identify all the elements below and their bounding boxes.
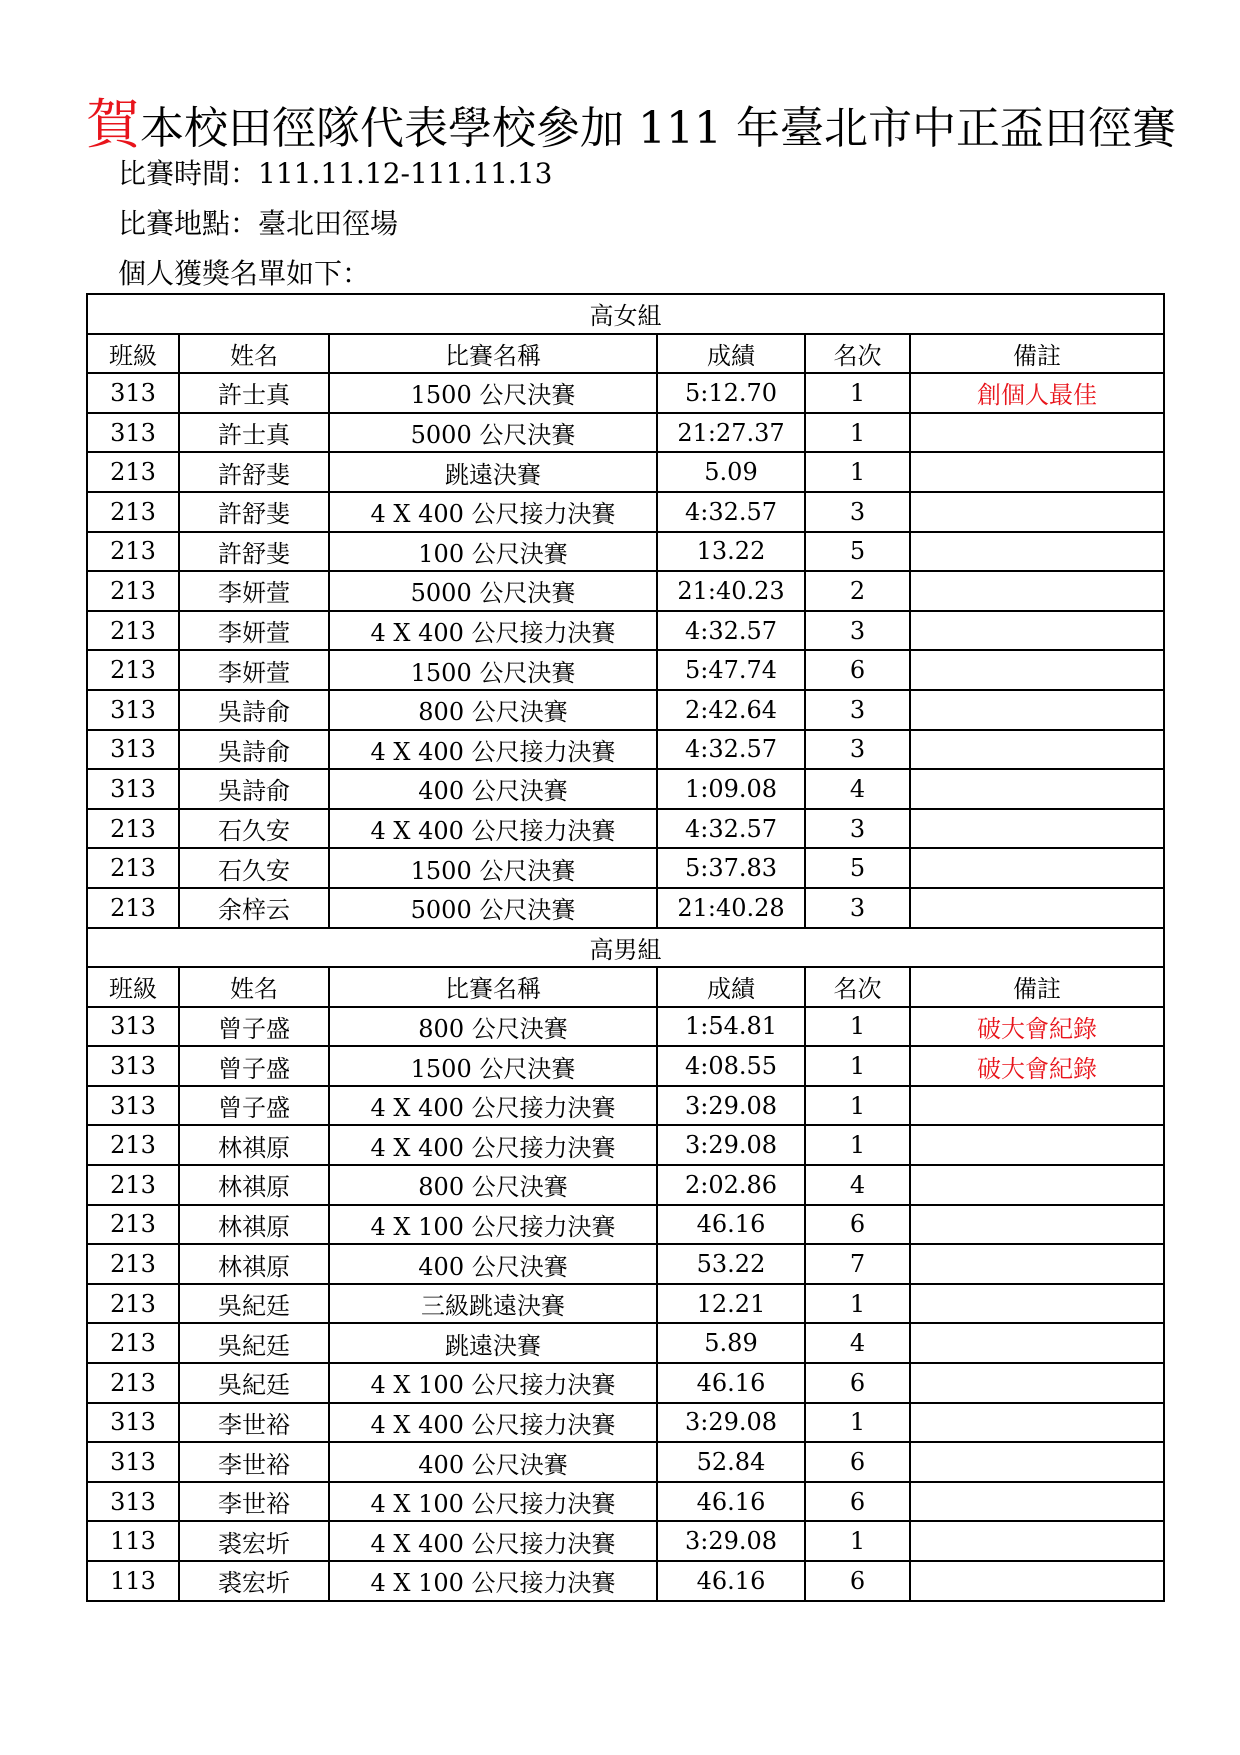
event-cell: 400 公尺決賽 — [329, 1442, 657, 1482]
name-cell: 裘宏圻 — [179, 1561, 329, 1601]
event-cell: 4 X 400 公尺接力決賽 — [329, 1521, 657, 1561]
name-cell: 吳紀廷 — [179, 1363, 329, 1403]
name-cell: 吳詩俞 — [179, 730, 329, 770]
result-cell: 46.16 — [657, 1205, 805, 1245]
remark-cell — [910, 1284, 1164, 1324]
header-remark: 備註 — [910, 334, 1164, 374]
rank-cell: 5 — [805, 848, 910, 888]
name-cell: 石久安 — [179, 809, 329, 849]
class-cell: 313 — [87, 1482, 179, 1522]
name-cell: 吳紀廷 — [179, 1284, 329, 1324]
header-class: 班級 — [87, 967, 179, 1007]
remark-cell — [910, 1125, 1164, 1165]
table-row — [87, 1561, 1164, 1601]
rank-cell: 1 — [805, 1046, 910, 1086]
result-cell: 12.21 — [657, 1284, 805, 1324]
name-cell: 吳詩俞 — [179, 690, 329, 730]
remark-cell — [910, 690, 1164, 730]
result-cell: 5.89 — [657, 1323, 805, 1363]
event-cell: 5000 公尺決賽 — [329, 571, 657, 611]
event-cell: 4 X 400 公尺接力決賽 — [329, 1125, 657, 1165]
event-cell: 跳遠決賽 — [329, 1323, 657, 1363]
event-cell: 5000 公尺決賽 — [329, 413, 657, 453]
class-cell: 213 — [87, 571, 179, 611]
class-cell: 213 — [87, 848, 179, 888]
congratulations-mark: 賀 — [86, 93, 140, 156]
class-cell: 313 — [87, 413, 179, 453]
name-cell: 許舒斐 — [179, 452, 329, 492]
class-cell: 213 — [87, 532, 179, 572]
table-row — [87, 888, 1164, 928]
name-cell: 李妍萱 — [179, 650, 329, 690]
result-cell: 1:54.81 — [657, 1007, 805, 1047]
rank-cell: 4 — [805, 769, 910, 809]
class-cell: 313 — [87, 1046, 179, 1086]
remark-cell: 破大會紀錄 — [910, 1007, 1164, 1047]
header-rank: 名次 — [805, 967, 910, 1007]
rank-cell: 3 — [805, 730, 910, 770]
rank-cell: 1 — [805, 452, 910, 492]
rank-cell: 3 — [805, 809, 910, 849]
name-cell: 林祺原 — [179, 1165, 329, 1205]
page-title — [86, 82, 1176, 159]
header-class: 班級 — [87, 334, 179, 374]
remark-cell — [910, 1521, 1164, 1561]
remark-cell — [910, 1323, 1164, 1363]
class-cell: 313 — [87, 1403, 179, 1443]
result-cell: 4:32.57 — [657, 492, 805, 532]
table-row — [87, 1125, 1164, 1165]
remark-cell — [910, 1363, 1164, 1403]
class-cell: 213 — [87, 492, 179, 532]
table-row — [87, 1205, 1164, 1245]
name-cell: 李世裕 — [179, 1403, 329, 1443]
group-title-row — [87, 928, 1164, 968]
rank-cell: 3 — [805, 888, 910, 928]
name-cell: 裘宏圻 — [179, 1521, 329, 1561]
name-cell: 曾子盛 — [179, 1007, 329, 1047]
event-cell: 4 X 100 公尺接力決賽 — [329, 1482, 657, 1522]
name-cell: 吳紀廷 — [179, 1323, 329, 1363]
column-header-row — [87, 334, 1164, 374]
rank-cell: 1 — [805, 1086, 910, 1126]
competition-time: 比賽時間：111.11.12-111.11.13 — [118, 157, 553, 190]
name-cell: 曾子盛 — [179, 1046, 329, 1086]
result-cell: 3:29.08 — [657, 1086, 805, 1126]
rank-cell: 3 — [805, 611, 910, 651]
event-cell: 800 公尺決賽 — [329, 1007, 657, 1047]
rank-cell: 4 — [805, 1323, 910, 1363]
rank-cell: 7 — [805, 1244, 910, 1284]
table-row — [87, 1323, 1164, 1363]
table-row — [87, 730, 1164, 770]
rank-cell: 3 — [805, 492, 910, 532]
rank-cell: 1 — [805, 373, 910, 413]
result-cell: 53.22 — [657, 1244, 805, 1284]
event-cell: 400 公尺決賽 — [329, 1244, 657, 1284]
table-row — [87, 1165, 1164, 1205]
remark-cell — [910, 1244, 1164, 1284]
remark-cell — [910, 769, 1164, 809]
remark-cell — [910, 492, 1164, 532]
class-cell: 213 — [87, 888, 179, 928]
rank-cell: 1 — [805, 1284, 910, 1324]
event-cell: 4 X 400 公尺接力決賽 — [329, 809, 657, 849]
awards-table — [86, 293, 1165, 1602]
event-cell: 400 公尺決賽 — [329, 769, 657, 809]
class-cell: 213 — [87, 611, 179, 651]
rank-cell: 6 — [805, 1482, 910, 1522]
class-cell: 213 — [87, 1363, 179, 1403]
header-rank: 名次 — [805, 334, 910, 374]
name-cell: 李妍萱 — [179, 571, 329, 611]
remark-cell — [910, 571, 1164, 611]
event-cell: 1500 公尺決賽 — [329, 848, 657, 888]
table-row — [87, 650, 1164, 690]
class-cell: 213 — [87, 1205, 179, 1245]
group-title-row — [87, 294, 1164, 334]
table-row — [87, 492, 1164, 532]
header-remark: 備註 — [910, 967, 1164, 1007]
result-cell: 46.16 — [657, 1561, 805, 1601]
rank-cell: 6 — [805, 1363, 910, 1403]
table-row — [87, 373, 1164, 413]
column-header-row — [87, 967, 1164, 1007]
remark-cell — [910, 809, 1164, 849]
event-cell: 4 X 100 公尺接力決賽 — [329, 1363, 657, 1403]
group-title: 高男組 — [87, 928, 1164, 968]
table-row — [87, 611, 1164, 651]
event-cell: 800 公尺決賽 — [329, 690, 657, 730]
competition-place: 比賽地點：臺北田徑場 — [118, 207, 399, 240]
remark-cell — [910, 730, 1164, 770]
remark-cell — [910, 1086, 1164, 1126]
class-cell: 213 — [87, 650, 179, 690]
name-cell: 許舒斐 — [179, 532, 329, 572]
header-event: 比賽名稱 — [329, 967, 657, 1007]
event-cell: 800 公尺決賽 — [329, 1165, 657, 1205]
event-cell: 4 X 400 公尺接力決賽 — [329, 1403, 657, 1443]
rank-cell: 1 — [805, 1007, 910, 1047]
result-cell: 3:29.08 — [657, 1521, 805, 1561]
event-cell: 4 X 100 公尺接力決賽 — [329, 1561, 657, 1601]
header-result: 成績 — [657, 334, 805, 374]
result-cell: 4:08.55 — [657, 1046, 805, 1086]
result-cell: 3:29.08 — [657, 1125, 805, 1165]
rank-cell: 2 — [805, 571, 910, 611]
class-cell: 313 — [87, 1007, 179, 1047]
table-row — [87, 571, 1164, 611]
result-cell: 21:40.28 — [657, 888, 805, 928]
event-cell: 4 X 100 公尺接力決賽 — [329, 1205, 657, 1245]
table-row — [87, 1521, 1164, 1561]
remark-cell — [910, 848, 1164, 888]
event-cell: 4 X 400 公尺接力決賽 — [329, 730, 657, 770]
name-cell: 曾子盛 — [179, 1086, 329, 1126]
class-cell: 213 — [87, 809, 179, 849]
name-cell: 李妍萱 — [179, 611, 329, 651]
event-cell: 1500 公尺決賽 — [329, 650, 657, 690]
remark-cell — [910, 452, 1164, 492]
table-row — [87, 809, 1164, 849]
result-cell: 5:47.74 — [657, 650, 805, 690]
rank-cell: 1 — [805, 413, 910, 453]
result-cell: 5:37.83 — [657, 848, 805, 888]
class-cell: 313 — [87, 730, 179, 770]
result-cell: 46.16 — [657, 1482, 805, 1522]
table-row — [87, 1442, 1164, 1482]
result-cell: 2:02.86 — [657, 1165, 805, 1205]
remark-cell — [910, 650, 1164, 690]
result-cell: 21:40.23 — [657, 571, 805, 611]
event-cell: 跳遠決賽 — [329, 452, 657, 492]
remark-cell: 破大會紀錄 — [910, 1046, 1164, 1086]
result-cell: 5.09 — [657, 452, 805, 492]
remark-cell — [910, 1165, 1164, 1205]
table-row — [87, 848, 1164, 888]
rank-cell: 6 — [805, 650, 910, 690]
event-cell: 1500 公尺決賽 — [329, 1046, 657, 1086]
name-cell: 余梓云 — [179, 888, 329, 928]
result-cell: 4:32.57 — [657, 809, 805, 849]
table-row — [87, 452, 1164, 492]
class-cell: 313 — [87, 373, 179, 413]
result-cell: 3:29.08 — [657, 1403, 805, 1443]
name-cell: 許舒斐 — [179, 492, 329, 532]
rank-cell: 1 — [805, 1125, 910, 1165]
result-cell: 13.22 — [657, 532, 805, 572]
event-cell: 100 公尺決賽 — [329, 532, 657, 572]
name-cell: 許士真 — [179, 373, 329, 413]
remark-cell — [910, 888, 1164, 928]
class-cell: 313 — [87, 690, 179, 730]
title-text: 本校田徑隊代表學校參加 111 年臺北市中正盃田徑賽 — [140, 103, 1176, 154]
result-cell: 2:42.64 — [657, 690, 805, 730]
class-cell: 113 — [87, 1561, 179, 1601]
table-row — [87, 1363, 1164, 1403]
class-cell: 313 — [87, 1086, 179, 1126]
table-row — [87, 1046, 1164, 1086]
class-cell: 213 — [87, 1284, 179, 1324]
result-cell: 21:27.37 — [657, 413, 805, 453]
table-row — [87, 1284, 1164, 1324]
class-cell: 213 — [87, 1165, 179, 1205]
event-cell: 5000 公尺決賽 — [329, 888, 657, 928]
event-cell: 三級跳遠決賽 — [329, 1284, 657, 1324]
class-cell: 313 — [87, 769, 179, 809]
result-cell: 4:32.57 — [657, 730, 805, 770]
name-cell: 石久安 — [179, 848, 329, 888]
remark-cell — [910, 532, 1164, 572]
event-cell: 1500 公尺決賽 — [329, 373, 657, 413]
class-cell: 213 — [87, 1244, 179, 1284]
rank-cell: 5 — [805, 532, 910, 572]
rank-cell: 6 — [805, 1205, 910, 1245]
result-cell: 46.16 — [657, 1363, 805, 1403]
name-cell: 林祺原 — [179, 1244, 329, 1284]
class-cell: 113 — [87, 1521, 179, 1561]
header-event: 比賽名稱 — [329, 334, 657, 374]
result-cell: 52.84 — [657, 1442, 805, 1482]
rank-cell: 4 — [805, 1165, 910, 1205]
table-row — [87, 1086, 1164, 1126]
header-name: 姓名 — [179, 967, 329, 1007]
event-cell: 4 X 400 公尺接力決賽 — [329, 611, 657, 651]
remark-cell — [910, 1442, 1164, 1482]
table-row — [87, 413, 1164, 453]
table-row — [87, 1007, 1164, 1047]
rank-cell: 1 — [805, 1403, 910, 1443]
remark-cell — [910, 1482, 1164, 1522]
name-cell: 李世裕 — [179, 1482, 329, 1522]
rank-cell: 1 — [805, 1521, 910, 1561]
class-cell: 213 — [87, 452, 179, 492]
remark-cell — [910, 1403, 1164, 1443]
remark-cell — [910, 611, 1164, 651]
table-row — [87, 690, 1164, 730]
class-cell: 213 — [87, 1125, 179, 1165]
name-cell: 吳詩俞 — [179, 769, 329, 809]
header-name: 姓名 — [179, 334, 329, 374]
table-row — [87, 1403, 1164, 1443]
class-cell: 213 — [87, 1323, 179, 1363]
name-cell: 許士真 — [179, 413, 329, 453]
table-row — [87, 769, 1164, 809]
name-cell: 林祺原 — [179, 1125, 329, 1165]
header-result: 成績 — [657, 967, 805, 1007]
rank-cell: 6 — [805, 1442, 910, 1482]
awards-table-body — [87, 294, 1164, 1601]
award-list-label: 個人獲獎名單如下： — [118, 257, 371, 290]
rank-cell: 6 — [805, 1561, 910, 1601]
remark-cell — [910, 1561, 1164, 1601]
table-row — [87, 1244, 1164, 1284]
remark-cell: 創個人最佳 — [910, 373, 1164, 413]
table-row — [87, 1482, 1164, 1522]
rank-cell: 3 — [805, 690, 910, 730]
group-title: 高女組 — [87, 294, 1164, 334]
class-cell: 313 — [87, 1442, 179, 1482]
name-cell: 李世裕 — [179, 1442, 329, 1482]
remark-cell — [910, 1205, 1164, 1245]
result-cell: 4:32.57 — [657, 611, 805, 651]
event-cell: 4 X 400 公尺接力決賽 — [329, 492, 657, 532]
result-cell: 1:09.08 — [657, 769, 805, 809]
table-row — [87, 532, 1164, 572]
event-cell: 4 X 400 公尺接力決賽 — [329, 1086, 657, 1126]
name-cell: 林祺原 — [179, 1205, 329, 1245]
result-cell: 5:12.70 — [657, 373, 805, 413]
remark-cell — [910, 413, 1164, 453]
